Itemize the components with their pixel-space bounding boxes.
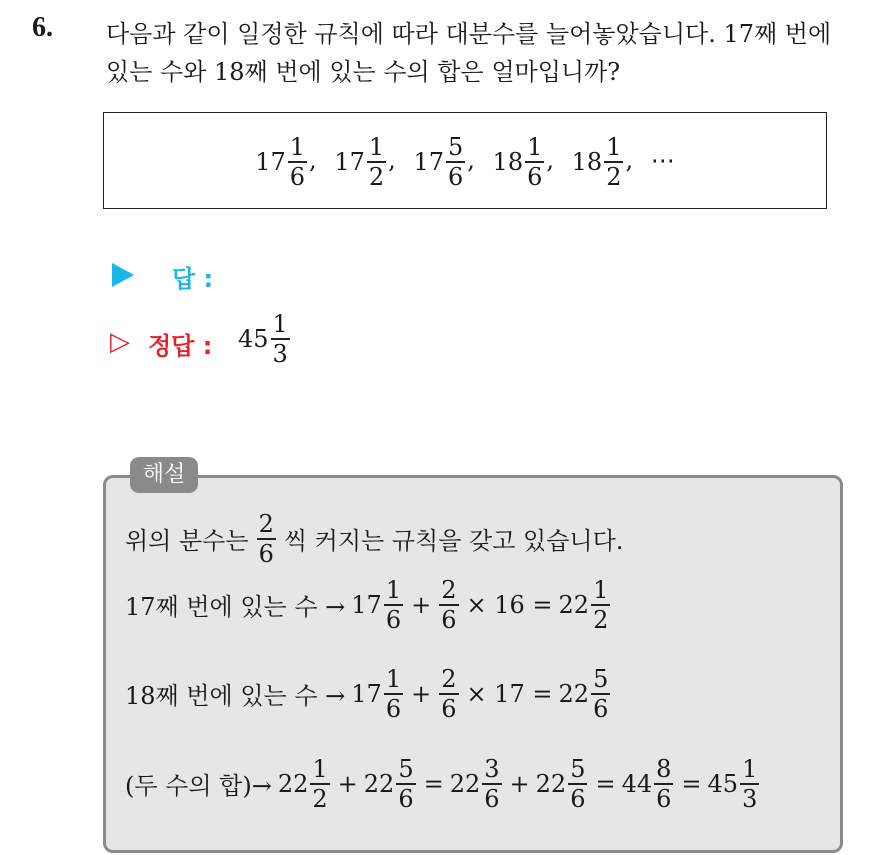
denominator: 6 xyxy=(398,784,414,813)
fraction xyxy=(384,578,403,632)
numerator: 2 xyxy=(258,510,274,538)
term-fraction xyxy=(525,135,544,189)
sequence-ellipsis: ⋯ xyxy=(650,146,675,175)
term-numerator: 1 xyxy=(606,133,622,161)
line1-fraction xyxy=(257,512,276,566)
sequence-row xyxy=(104,135,826,189)
denominator: 6 xyxy=(656,784,672,813)
answer-label: 답 : xyxy=(172,265,214,293)
correct-triangle-icon: ▷ xyxy=(110,327,130,357)
term-denominator: 6 xyxy=(527,162,543,191)
numerator: 5 xyxy=(593,665,609,693)
numerator: 8 xyxy=(656,755,672,783)
term-fraction xyxy=(367,135,386,189)
denominator: 6 xyxy=(385,694,402,723)
numerator: 5 xyxy=(570,755,586,783)
sequence-term xyxy=(334,135,388,189)
mixed-number xyxy=(351,578,405,632)
comma: , xyxy=(388,146,396,175)
fraction xyxy=(310,757,329,811)
denominator: 2 xyxy=(312,784,328,813)
denominator: 6 xyxy=(441,694,457,723)
term-whole: 17 xyxy=(334,147,365,176)
denominator: 6 xyxy=(593,694,609,723)
denominator: 3 xyxy=(742,784,758,813)
term-numerator: 1 xyxy=(368,133,385,161)
mixed-number xyxy=(364,757,418,811)
mixed-number xyxy=(708,757,762,811)
line3-pre: 18째 번에 있는 수 → xyxy=(125,682,346,711)
solution-line-4 xyxy=(125,757,761,811)
solution-line-3 xyxy=(125,667,612,721)
sequence-box xyxy=(103,112,827,209)
mixed-number xyxy=(278,757,332,811)
denominator: 6 xyxy=(385,605,402,634)
numerator: 2 xyxy=(441,665,457,693)
term-denominator: 6 xyxy=(289,162,306,191)
numerator: 1 xyxy=(593,576,609,604)
operator: + xyxy=(411,590,432,619)
correct-answer xyxy=(238,312,292,366)
numerator: 1 xyxy=(385,665,402,693)
mixed-number xyxy=(450,757,504,811)
term-denominator: 6 xyxy=(447,162,464,191)
correct-mixed-number xyxy=(238,312,292,366)
whole: 22 xyxy=(363,769,395,798)
question-text-line1: 다음과 같이 일정한 규칙에 따라 대분수를 늘어놓았습니다. 17째 번에 xyxy=(106,20,832,48)
solution-tag: 해설 xyxy=(130,457,198,493)
denominator: 6 xyxy=(570,784,586,813)
fraction xyxy=(591,667,610,721)
equals-sign: = xyxy=(681,769,702,798)
mixed-number xyxy=(559,578,613,632)
term-numerator: 1 xyxy=(527,133,543,161)
fraction xyxy=(384,667,403,721)
denominator: 6 xyxy=(258,539,274,568)
line4-pre: (두 수의 합)→ xyxy=(125,772,272,801)
whole: 22 xyxy=(558,590,590,619)
term-whole: 18 xyxy=(571,147,603,176)
numerator: 5 xyxy=(398,755,414,783)
whole: 22 xyxy=(558,679,590,708)
term-fraction xyxy=(604,135,623,189)
comma: , xyxy=(625,146,634,175)
whole: 22 xyxy=(449,769,481,798)
sequence-term xyxy=(413,135,467,189)
fraction xyxy=(396,757,415,811)
comma: , xyxy=(546,146,555,175)
solution-line-2 xyxy=(125,578,612,632)
comma: , xyxy=(467,146,475,175)
term-whole: 17 xyxy=(255,147,286,176)
denominator: 6 xyxy=(484,784,500,813)
whole: 22 xyxy=(535,769,567,798)
mixed-number xyxy=(559,667,613,721)
correct-fraction xyxy=(271,312,290,366)
denominator: 6 xyxy=(441,605,457,634)
whole: 17 xyxy=(351,679,382,708)
fraction xyxy=(568,757,587,811)
term-whole: 17 xyxy=(413,147,444,176)
denominator: 2 xyxy=(593,605,609,634)
whole: 17 xyxy=(351,590,382,619)
fraction xyxy=(482,757,501,811)
operator: + xyxy=(337,769,358,798)
whole: 44 xyxy=(621,769,653,798)
comma: , xyxy=(309,146,317,175)
term-fraction xyxy=(446,135,465,189)
operator: + xyxy=(411,679,432,708)
correct-label: 정답 : xyxy=(148,332,213,360)
term-fraction xyxy=(288,135,307,189)
whole: 45 xyxy=(707,769,739,798)
line2-pre: 17째 번에 있는 수 → xyxy=(125,593,346,622)
sequence-term xyxy=(255,135,309,189)
answer-play-icon xyxy=(112,263,134,287)
question-number: 6. xyxy=(32,12,53,43)
mixed-number xyxy=(351,667,405,721)
term-denominator: 2 xyxy=(606,162,622,191)
numerator: 2 xyxy=(441,576,457,604)
fraction xyxy=(740,757,759,811)
term-numerator: 1 xyxy=(289,133,306,161)
sequence-term xyxy=(493,135,547,189)
sequence-term xyxy=(572,135,626,189)
line1-post: 씩 커지는 규칙을 갖고 있습니다. xyxy=(283,527,624,556)
fraction xyxy=(439,667,458,721)
correct-denominator: 3 xyxy=(272,339,288,368)
whole: 22 xyxy=(277,769,309,798)
numerator: 1 xyxy=(385,576,402,604)
equals-sign: = xyxy=(595,769,616,798)
equals-sign: = xyxy=(423,769,444,798)
mixed-number xyxy=(536,757,590,811)
operator: × 16 = xyxy=(466,590,553,619)
solution-line-1 xyxy=(125,512,623,566)
question-text-line2: 있는 수와 18째 번에 있는 수의 합은 얼마입니까? xyxy=(106,58,621,86)
fraction xyxy=(654,757,673,811)
fraction xyxy=(439,578,458,632)
term-denominator: 2 xyxy=(368,162,385,191)
numerator: 1 xyxy=(742,755,758,783)
operator: × 17 = xyxy=(466,679,553,708)
correct-numerator: 1 xyxy=(272,310,288,338)
line1-pre: 위의 분수는 xyxy=(125,527,249,556)
fraction xyxy=(591,578,610,632)
numerator: 1 xyxy=(312,755,328,783)
operator: + xyxy=(509,769,530,798)
mixed-number xyxy=(622,757,676,811)
correct-whole: 45 xyxy=(238,324,269,353)
numerator: 3 xyxy=(484,755,500,783)
term-whole: 18 xyxy=(492,147,524,176)
term-numerator: 5 xyxy=(447,133,464,161)
